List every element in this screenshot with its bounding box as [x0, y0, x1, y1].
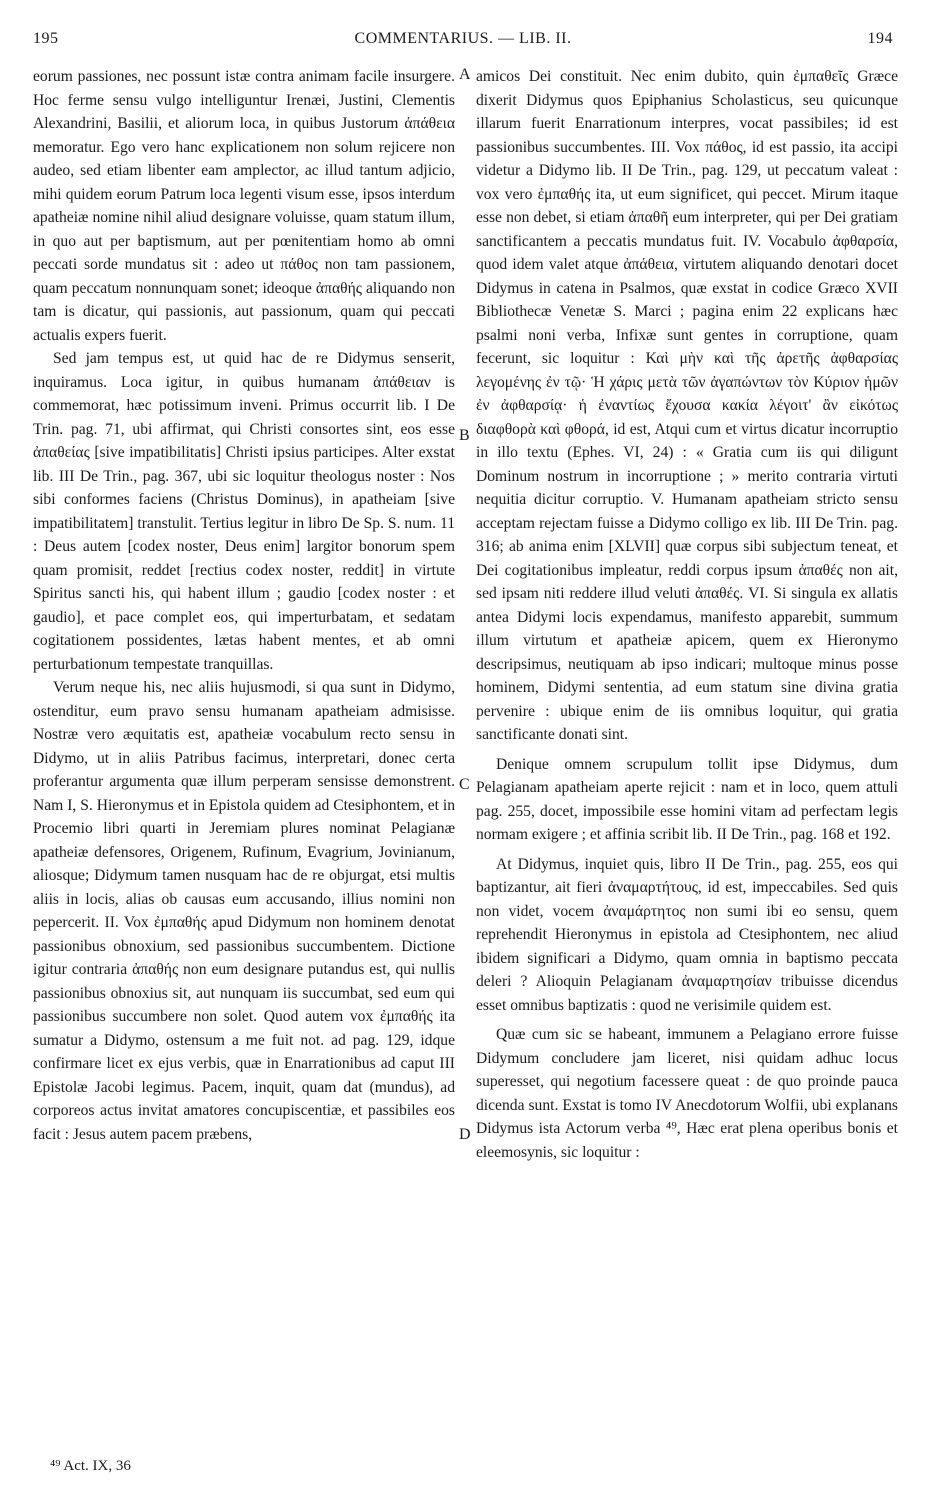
margin-letter-d: D	[459, 1126, 471, 1143]
margin-letter-c: C	[459, 776, 470, 793]
paragraph: Verum neque his, nec aliis hujusmodi, si qua sunt in Didymo, ostenditur, eum pravo sensu humanam apatheiam admisisse. Nostræ vero æquitatis est, apatheiæ vocabulum recto sensu in Didymo, ut in aliis Patribus facimus, interpretari, donec certa proferantur argumenta quæ illum perperam sensisse demonstrent. Nam I, S. Hieronymus et in Epistola quidem ad Ctesiphontem, et in Procemio libri quarti in Jeremiam plures nominat Pelagianæ apatheiæ defensores, Origenem, Rufinum, Evagrium, Jovinianum, aliosque; Didymum tamen nusquam hac de re objurgat, etsi multis aliis in locis, alias ob causas eum accusando, illius nomini non pepercerit. II. Vox ἐμπαθής apud Didymum non hominem denotat passionibus obnoxium, sed passionibus succumbentem. Dictione igitur contraria ἀπαθής non eum designare putandus est, qui nullis passionibus obnoxius sit, aut nunquam iis succumbat, sed eum qui passionibus succumbere non solet. Quod autem vox ἐμπαθής ita sumatur a Didymo, ostensum a me fuit not. ad pag. 129, idque confirmare licet ex ejus verbis, quæ in Enarrationibus ad caput III Epistolæ Jacobi legimus. Pacem, inquit, quam dat (mundus), ad corporeos actus invitat amatores concupiscentiæ, et passibiles eos facit : Jesus autem pacem præbens,	[33, 679, 455, 1143]
paragraph: eorum passiones, nec possunt istæ contra animam facile insurgere. Hoc ferme sensu vulgo intelliguntur Irenæi, Justini, Clementis Alexandrini, Basilii, et aliorum loca, in quibus Justorum ἀπάθεια memoratur. Ego vero hanc explicationem non solum rejicere non audeo, sed etiam libenter eam amplector, ac illud tantum adjicio, mihi quidem eorum Patrum loca legenti visum esse, ipsos interdum apatheiæ nomine nihil aliud designare voluisse, quam statum illum, in quo aut per baptismum, aut per pœnitentiam homo ab omni peccati sorde mundatus sit : adeo ut πάθος non tam passionem, quam peccatum nonnunquam sonet; ideoque ἀπαθής aliquando non tam is dicatur, qui passionis, aut passionum, quam qui peccati actualis expers fuerit.	[33, 68, 455, 344]
paragraph: Sed jam tempus est, ut quid hac de re Didymus senserit, inquiramus. Loca igitur, in quibus humanam ἀπάθειαν is commemorat, hæc potissimum inveni. Primus occurrit lib. I De Trin. pag. 71, ubi affirmat, qui Christi consortes sint, eos esse ἀπαθείας [sive impatibilitatis] Christi ipsius participes. Alter exstat lib. III De Trin., pag. 367, ubi sic loquitur theologus noster : Nos sibi conformes faciens (Christus Dominus), in apatheiam [sive impatibilitatem] transtulit. Tertius legitur in libro De Sp. S. num. 11 : Deus autem [codex noster, Deus enim] largitor bonorum spem quam promisit, reddet [rectius codex noster, reddit] in virtute Spiritus sancti his, qui habent illum ; gaudio [codex noster : et gaudio], et pace complet eos, qui imperturbatam, et sedatam cogitationem possidentes, lætas habent mentes, et ab omni perturbationum tempestate tranquillas.	[33, 350, 455, 673]
paragraph: amicos Dei constituit. Nec enim dubito, quin ἐμπαθεῖς Græce dixerit Didymus quos Epiphanius Scholasticus, seu quicunque illarum fuerit Enarrationum interpres, vocat passibiles; id est passionibus succumbentes. III. Vox πάθος, id est passio, ita accipi videtur a Didymo lib. II De Trin., pag. 129, ut peccatum valeat : vox vero ἐμπαθής ita, ut eum significet, qui peccet. Mirum itaque esse non debet, si etiam ἀπαθῆ eum interpreter, qui per Dei gratiam sanctificantem a peccatis mundatus fuit. IV. Vocabulo ἀφθαρσία, quod idem valet atque ἀπάθεια, virtutem aliquando denotari docet Didymus in catena in Psalmos, quæ exstat in codice Græco XVII Bibliothecæ Venetæ S. Marci ; pagina enim 22 explicans hæc psalmi noni verba, Infixæ sunt gentes in corruptione, quam fecerunt, sic loquitur : Καὶ μὴν καὶ τῆς ἀρετῆς ἀφθαρσίας λεγομένης ἐν τῷ· Ἡ χάρις μετὰ τῶν ἀγαπώντων τὸν Κύριον ἡμῶν ἐν ἀφθαρσίᾳ· ἡ ἐναντίως ἔχουσα κακία λέγοιτ' ἂν εἰκότως διαφθορὰ καὶ φθορά, id est, Atqui cum et virtus dicatur incorruptio in illo textu (Ephes. VI, 24) : « Gratia cum iis qui diligunt Dominum nostrum in incorruptione ; » merito contraria virtuti nequitia dicitur corruptio. V. Humanam apatheiam stricto sensu acceptam rejectam fuisse a Didymo colligo ex lib. III De Trin. pag. 316; ab anima enim [XLVII] quæ corpus sibi subjectum teneat, et Dei cogitationibus impleatur, reddi corpus ipsum ἀπαθές non ait, sed ipsam niti reddere illud veluti ἀπαθές. VI. Si singula ex allatis antea Didymi locis expendamus, manifesto apparebit, summum illum virtutum et apatheiæ apicem, quem ex Hieronymo descripsimus, neutiquam ab ipso indicari; multoque minus posse hominem, Didymi sententia, ad eum statum sine divina gratia pervenire : ubique enim de iis omnibus loquitur, qui gratia sanctificante donati sint.	[476, 68, 898, 743]
running-title: COMMENTARIUS. — LIB. II.	[354, 30, 572, 47]
left-column	[33, 65, 455, 1146]
paragraph: Denique omnem scrupulum tollit ipse Didymus, dum Pelagianam apatheiam aperte rejicit : nam et in loco, quem attuli pag. 255, docet, impossibile esse homini vitam ad perfectam legis normam exigere ; et affinia scribit lib. II De Trin., pag. 168 et 192.	[476, 755, 898, 843]
right-column	[476, 65, 898, 1164]
page-number-left: 195	[33, 30, 59, 47]
running-header	[33, 30, 893, 54]
paragraph: Quæ cum sic se habeant, immunem a Pelagiano errore fuisse Didymum concludere jam liceret, nisi quidam adhuc locus superesset, qui negotium facessere queat : de quo proinde pauca dicenda sunt. Exstat is tomo IV Anecdotorum Wolfii, ubi explanans Didymus ista Actorum verba ⁴⁹, Hæc erat plena operibus bonis et eleemosynis, sic loquitur :	[476, 1026, 898, 1161]
margin-letter-b: B	[459, 427, 470, 444]
footnote: ⁴⁹ Act. IX, 36	[50, 1458, 131, 1474]
margin-letter-a: A	[459, 66, 471, 83]
page-number-right: 194	[867, 30, 893, 47]
paragraph: At Didymus, inquiet quis, libro II De Trin., pag. 255, eos qui baptizantur, ait fieri ἀναμαρτήτους, id est, impeccabiles. Sed quis non videt, vocem ἀναμάρτητος non sumi ibi eo sensu, quem reprehendit Hieronymus in epistola ad Ctesiphontem, nec aliud ibidem significari a Didymo, quam omnia in baptismo peccata deleri ? Alioquin Pelagianam ἀναμαρτησίαν tribuisse dicendus esset omnibus baptizatis : quod ne verisimile quidem est.	[476, 855, 898, 1014]
